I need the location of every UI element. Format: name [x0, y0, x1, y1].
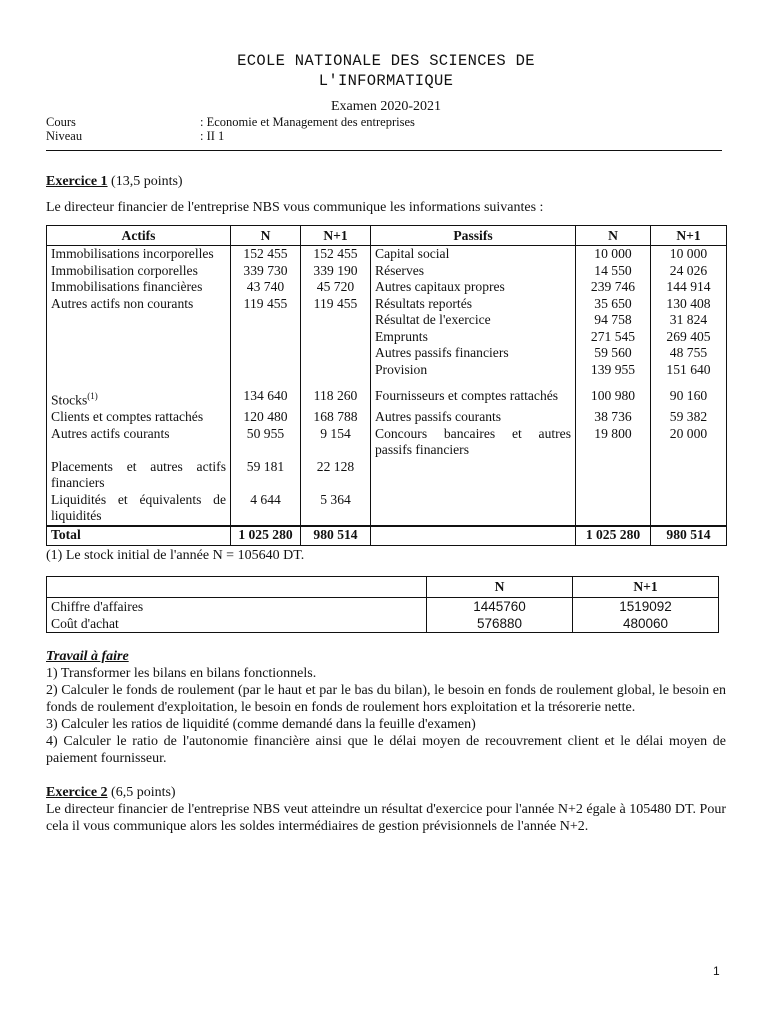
passif-n1: 10 000 — [651, 246, 727, 263]
table-row — [47, 246, 727, 263]
table-row — [47, 378, 727, 409]
actif-n1: 119 455 — [301, 296, 371, 313]
actif-label: Immobilisations incorporelles — [47, 246, 231, 263]
actif-n1: 5 364 — [301, 492, 371, 526]
exercise2-text: Le directeur financier de l'entreprise NBS veut atteindre un résultat d'exercice pour l'année N+2 égale à 105480 DT. Pour cela il vous communique alors les soldes intermédiaires de gestion prévisionnels de l'année N+2. — [46, 801, 726, 834]
actif-label: Placements et autres actifs financiers — [47, 459, 231, 492]
table-row — [47, 329, 727, 346]
stocks-label: Stocks — [51, 392, 88, 408]
exercise1-title: Exercice 1 — [46, 174, 108, 189]
col-actif-n1: N+1 — [301, 226, 371, 246]
value-n: 1445760 — [427, 597, 573, 615]
value-n1: 1519092 — [573, 597, 719, 615]
value-n1: 480060 — [573, 615, 719, 633]
col-n1: N+1 — [573, 576, 719, 597]
actif-label — [47, 362, 231, 379]
exercise2-title: Exercice 2 — [46, 784, 108, 800]
passif-n: 14 550 — [576, 263, 651, 280]
passif-label: Autres capitaux propres — [371, 279, 576, 296]
actif-n — [231, 312, 301, 329]
actif-label — [47, 312, 231, 329]
passif-n — [576, 492, 651, 526]
passif-n: 94 758 — [576, 312, 651, 329]
actif-n1: 45 720 — [301, 279, 371, 296]
table-row — [47, 263, 727, 280]
passif-n — [576, 459, 651, 492]
actif-n1: 9 154 — [301, 426, 371, 459]
passif-n1: 31 824 — [651, 312, 727, 329]
stocks-note-mark: (1) — [87, 391, 98, 401]
table-row — [47, 597, 719, 615]
passif-label — [371, 492, 576, 526]
table-row — [47, 345, 727, 362]
passif-label: Autres passifs courants — [371, 409, 576, 426]
table-row — [47, 492, 727, 526]
passif-n1: 144 914 — [651, 279, 727, 296]
passif-n1 — [651, 492, 727, 526]
travail-section — [46, 648, 726, 767]
actif-n — [231, 329, 301, 346]
total-passif-n1: 980 514 — [651, 526, 727, 546]
exercise2-section — [46, 784, 726, 835]
balance-sheet-header — [47, 226, 727, 246]
value-n: 576880 — [427, 615, 573, 633]
row-label: Coût d'achat — [47, 615, 427, 633]
actif-n1: 22 128 — [301, 459, 371, 492]
school-name-line1: ECOLE NATIONALE DES SCIENCES DE — [237, 52, 535, 70]
actif-n: 50 955 — [231, 426, 301, 459]
actif-label: Immobilisation corporelles — [47, 263, 231, 280]
passif-n1 — [651, 459, 727, 492]
actif-n1 — [301, 345, 371, 362]
total-passif-n: 1 025 280 — [576, 526, 651, 546]
actif-n1 — [301, 312, 371, 329]
passif-n: 10 000 — [576, 246, 651, 263]
actif-label: Autres actifs non courants — [47, 296, 231, 313]
actif-n: 4 644 — [231, 492, 301, 526]
niveau-label: Niveau — [46, 129, 83, 143]
actif-n: 119 455 — [231, 296, 301, 313]
passif-label: Concours bancaires et autres passifs financiers — [371, 426, 576, 459]
actif-n — [231, 362, 301, 379]
travail-heading: Travail à faire — [46, 648, 129, 664]
actif-label: Autres actifs courants — [47, 426, 231, 459]
passif-n: 271 545 — [576, 329, 651, 346]
revenue-table-header — [47, 576, 719, 597]
actif-n1 — [301, 362, 371, 379]
passif-n: 59 560 — [576, 345, 651, 362]
passif-label: Réserves — [371, 263, 576, 280]
table-row — [47, 426, 727, 459]
header-divider — [46, 150, 722, 151]
passif-n: 38 736 — [576, 409, 651, 426]
total-passif-blank — [371, 526, 576, 546]
actif-n: 120 480 — [231, 409, 301, 426]
table-row — [47, 312, 727, 329]
task-item: 2) Calculer le fonds de roulement (par le haut et par le bas du bilan), le besoin en fonds de roulement global, le besoin en fonds de roulement d'exploitation, le besoin en fonds de roulement hors exploitation et la trésorerie nette. — [46, 682, 726, 715]
col-passif-n1: N+1 — [651, 226, 727, 246]
actif-label — [47, 329, 231, 346]
passif-label — [371, 459, 576, 492]
exam-page — [46, 0, 726, 835]
exercise2-points: (6,5 points) — [107, 784, 176, 800]
total-actif-n: 1 025 280 — [231, 526, 301, 546]
passif-n: 239 746 — [576, 279, 651, 296]
actif-label: Clients et comptes rattachés — [47, 409, 231, 426]
passif-label: Provision — [371, 362, 576, 379]
table-row — [47, 362, 727, 379]
passif-n1: 151 640 — [651, 362, 727, 379]
table-row — [47, 279, 727, 296]
school-name-line2: L'INFORMATIQUE — [318, 72, 454, 90]
passif-n1: 90 160 — [651, 378, 727, 409]
total-row — [47, 526, 727, 546]
actif-n: 152 455 — [231, 246, 301, 263]
row-label: Chiffre d'affaires — [47, 597, 427, 615]
table-row — [47, 296, 727, 313]
passif-label: Emprunts — [371, 329, 576, 346]
school-name — [46, 51, 726, 91]
passif-n1: 20 000 — [651, 426, 727, 459]
exercise1-intro: Le directeur financier de l'entreprise NBS vous communique les informations suivantes : — [46, 200, 544, 215]
passif-n: 139 955 — [576, 362, 651, 379]
task-item: 1) Transformer les bilans en bilans fonctionnels. — [46, 665, 317, 681]
exam-title: Examen 2020-2021 — [330, 99, 442, 114]
passif-label: Résultat de l'exercice — [371, 312, 576, 329]
passif-n1: 130 408 — [651, 296, 727, 313]
actif-label — [47, 345, 231, 362]
actif-label-stocks — [47, 378, 231, 409]
passif-n1: 269 405 — [651, 329, 727, 346]
passif-label: Autres passifs financiers — [371, 345, 576, 362]
task-item: 4) Calculer le ratio de l'autonomie financière ainsi que le délai moyen de recouvrement client et le délai moyen de paiement fournisseur. — [46, 733, 726, 766]
total-label: Total — [47, 526, 231, 546]
actif-n1: 118 260 — [301, 378, 371, 409]
actif-n1: 152 455 — [301, 246, 371, 263]
actif-n: 43 740 — [231, 279, 301, 296]
niveau-value: : II 1 — [200, 129, 225, 143]
passif-n1: 48 755 — [651, 345, 727, 362]
col-actifs: Actifs — [47, 226, 231, 246]
exercise1-points: (13,5 points) — [107, 174, 183, 189]
col-n: N — [427, 576, 573, 597]
actif-n1 — [301, 329, 371, 346]
passif-n: 19 800 — [576, 426, 651, 459]
actif-n — [231, 345, 301, 362]
actif-label: Immobilisations financières — [47, 279, 231, 296]
actif-label: Liquidités et équivalents de liquidités — [47, 492, 231, 526]
stock-footnote: (1) Le stock initial de l'année N = 105640 DT. — [46, 547, 305, 563]
actif-n: 339 730 — [231, 263, 301, 280]
actif-n1: 339 190 — [301, 263, 371, 280]
cours-value: : Economie et Management des entreprises — [200, 115, 415, 129]
passif-n: 35 650 — [576, 296, 651, 313]
col-actif-n: N — [231, 226, 301, 246]
actif-n: 134 640 — [231, 378, 301, 409]
course-meta — [46, 115, 726, 143]
total-actif-n1: 980 514 — [301, 526, 371, 546]
table-row — [47, 409, 727, 426]
task-item: 3) Calculer les ratios de liquidité (comme demandé dans la feuille d'examen) — [46, 716, 476, 732]
table-row — [47, 615, 719, 633]
cours-label: Cours — [46, 115, 76, 129]
balance-sheet-table — [46, 225, 727, 546]
passif-label: Fournisseurs et comptes rattachés — [371, 378, 576, 409]
col-passifs: Passifs — [371, 226, 576, 246]
revenue-table — [46, 576, 719, 633]
exercise2-heading — [46, 784, 726, 801]
passif-n1: 59 382 — [651, 409, 727, 426]
actif-n: 59 181 — [231, 459, 301, 492]
exercise1-heading — [46, 174, 726, 190]
passif-label: Capital social — [371, 246, 576, 263]
passif-label: Résultats reportés — [371, 296, 576, 313]
page-number: 1 — [713, 964, 720, 978]
passif-n1: 24 026 — [651, 263, 727, 280]
table-row — [47, 459, 727, 492]
passif-n: 100 980 — [576, 378, 651, 409]
col-blank — [47, 576, 427, 597]
actif-n1: 168 788 — [301, 409, 371, 426]
col-passif-n: N — [576, 226, 651, 246]
